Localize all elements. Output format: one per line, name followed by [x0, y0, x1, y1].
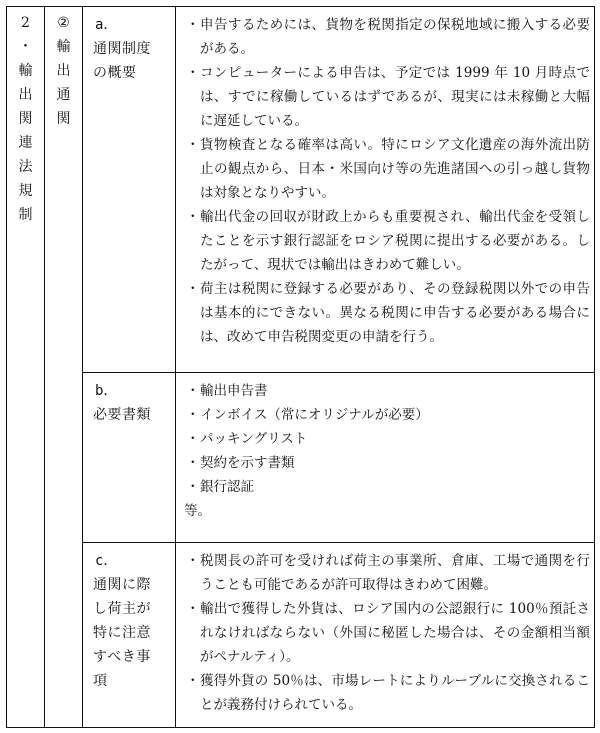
- bullet-text: コンピューターによる申告は、予定では 1999 年 10 月時点では、すでに稼働しているはずであるが、現実には未稼働と大幅に遅延している。: [200, 65, 590, 129]
- section-title-line: 必要書類: [93, 407, 151, 423]
- section-title-c: [83, 543, 176, 728]
- bullet-item: [184, 13, 590, 61]
- section-title-a: [83, 7, 176, 373]
- bullet-text: 申告するためには、貨物を税関指定の保税地域に搬入する必要がある。: [200, 17, 590, 57]
- bullet-item: [184, 61, 590, 133]
- bullet-item: [184, 549, 590, 597]
- section-content-c: [176, 543, 595, 728]
- category-char: 連: [18, 135, 33, 151]
- bullet-item: [184, 475, 590, 499]
- bullet-text: 輸出で獲得した外貨は、ロシア国内の公認銀行に 100％預託されなければならない（外国に秘匿した場合は、その金額相当額がペナルティ）。: [200, 601, 590, 665]
- category-char: ・: [18, 39, 33, 55]
- bullet-text: 貨物検査となる確率は高い。特にロシア文化遺産の海外流出防止の観点から、日本・米国向け等の先進諸国への引っ越し貨物は対象となりやすい。: [200, 137, 590, 201]
- bullet-item: [184, 133, 590, 205]
- category-column: [7, 7, 45, 728]
- section-letter: a．: [95, 17, 118, 33]
- bullet-text: 輸出申告書: [200, 383, 268, 399]
- bullet-item: [184, 451, 590, 475]
- bullet-item: [184, 669, 590, 717]
- bullet-item: [184, 427, 590, 451]
- section-title-line: の概要: [93, 65, 137, 81]
- bullet-mark: ・: [186, 455, 200, 471]
- bullet-text: パッキングリスト: [200, 431, 308, 447]
- category-char: 出: [18, 87, 33, 103]
- subcategory-char: ②: [57, 15, 70, 31]
- bullet-mark: ・: [186, 553, 200, 569]
- regulation-table: [6, 6, 595, 728]
- bullet-text: インボイス（常にオリジナルが必要）: [200, 407, 429, 423]
- subcategory-char: 出: [56, 63, 71, 79]
- bullet-mark: ・: [186, 431, 200, 447]
- category-char: 輸: [18, 63, 33, 79]
- trailing-text: 等。: [184, 503, 211, 519]
- bullet-mark: ・: [186, 479, 200, 495]
- bullet-mark: ・: [186, 281, 200, 297]
- section-row-a: [7, 7, 595, 373]
- subcategory-char: 関: [56, 111, 71, 127]
- section-content-b: [176, 373, 595, 543]
- bullet-mark: ・: [186, 137, 200, 153]
- section-title-line: 項: [93, 673, 108, 689]
- bullet-mark: ・: [186, 209, 200, 225]
- bullet-text: 銀行認証: [200, 479, 254, 495]
- category-char: 法: [18, 159, 33, 175]
- bullet-mark: ・: [186, 17, 200, 33]
- category-char: 2: [21, 15, 30, 31]
- bullet-mark: ・: [186, 65, 200, 81]
- section-title-line: 特に注意: [93, 625, 151, 641]
- category-char: 規: [18, 183, 33, 199]
- section-title-b: [83, 373, 176, 543]
- section-content-a: [176, 7, 595, 373]
- section-title-line: 通関制度: [93, 41, 151, 57]
- bullet-item: [184, 205, 590, 277]
- bullet-text: 税関長の許可を受ければ荷主の事業所、倉庫、工場で通関を行うことも可能であるが許可取得はきわめて困難。: [200, 553, 590, 593]
- section-letter: b．: [95, 383, 118, 399]
- category-char: 制: [18, 207, 33, 223]
- section-row-c: [7, 543, 595, 728]
- bullet-mark: ・: [186, 601, 200, 617]
- section-title-line: し荷主が: [93, 601, 151, 617]
- section-row-b: [7, 373, 595, 543]
- category-char: 関: [18, 111, 33, 127]
- bullet-item: [184, 379, 590, 403]
- bullet-mark: ・: [186, 407, 200, 423]
- section-title-line: すべき事: [93, 649, 151, 665]
- bullet-item: [184, 403, 590, 427]
- subcategory-column: [45, 7, 83, 728]
- bullet-item: [184, 277, 590, 349]
- bullet-item: [184, 597, 590, 669]
- bullet-text: 輸出代金の回収が財政上からも重要視され、輸出代金を受領したことを示す銀行認証をロシア税関に提出する必要がある。したがって、現状では輸出はきわめて難しい。: [200, 209, 590, 273]
- bullet-mark: ・: [186, 383, 200, 399]
- bullet-mark: ・: [186, 673, 200, 689]
- bullet-text: 荷主は税関に登録する必要があり、その登録税関以外での申告は基本的にできない。異なる税関に申告する必要がある場合には、改めて申告税関変更の申請を行う。: [200, 281, 590, 345]
- bullet-text: 獲得外貨の 50％は、市場レートによりルーブルに交換されることが義務付けられている。: [200, 673, 590, 713]
- subcategory-char: 通: [56, 87, 71, 103]
- bullet-text: 契約を示す書類: [200, 455, 295, 471]
- subcategory-char: 輸: [56, 39, 71, 55]
- section-letter: c．: [95, 553, 118, 569]
- section-title-line: 通関に際: [93, 577, 151, 593]
